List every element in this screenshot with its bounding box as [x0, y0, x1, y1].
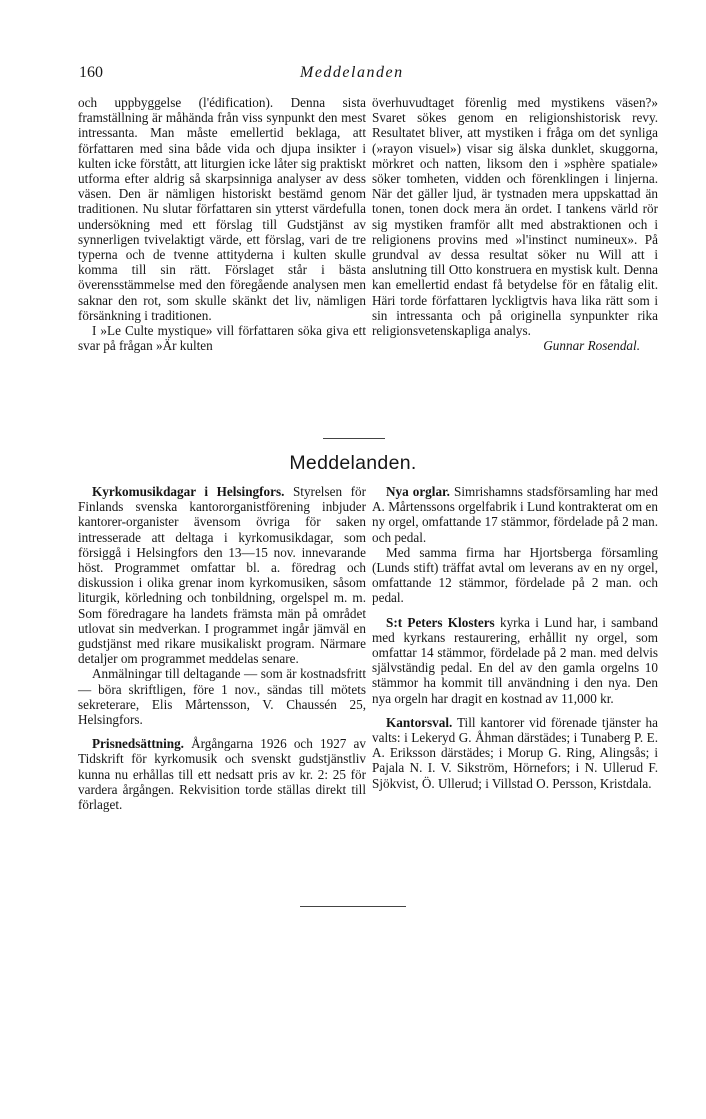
review-right-column: [372, 95, 658, 353]
notice-title: S:t Peters Klosters: [386, 614, 495, 630]
notice-paragraph: Anmälningar till deltagande — som är kostnadsfritt — böra skriftligen, före 1 nov., sändas till mötets sekreterare, Elis Mårtensson, V. Chaussén 25, Helsingfors.: [78, 666, 366, 728]
notice-paragraph: [78, 736, 366, 812]
notice-paragraph: [372, 715, 658, 791]
notice-title: Kantorsval.: [386, 714, 453, 730]
review-paragraph: och uppbyggelse (l'édification). Denna sista framställning är måhända från viss synpunkt den mest intressanta. Man måste emellertid beklaga, att författaren med sina både vida och djupa insikter i kulten icke förstått, att liturgien icke låter sig praktiskt utforma efter aldrig så skarpsinniga analyser av dess väsen. Den är nämligen historiskt bestämd genom traditionen. Nu slutar författaren sin ytterst värdefulla undersökning med ett förslag till Gudstjänst av synnerligen tvivelaktigt värde, ett förslag, vari de tre typerna och de tvenne attityderna i kulten skulle komma till sin rätt. Förslaget står i bästa överensstämmelse med den föregående analysen men saknar den rot, som skulle skänkt det liv, nämligen försänkning i traditionen.: [78, 95, 366, 323]
notice-body: Simrishamns stadsförsamling har med A. Mårtenssons orgelfabrik i Lund kontrakterat om en ny orgel, omfattande 17 stämmor, fördelade på 2 man. och pedal.: [372, 484, 659, 545]
page-number: 160: [79, 64, 103, 81]
notice-title: Prisnedsättning.: [92, 736, 184, 752]
end-divider: [300, 906, 406, 907]
notice-item: [372, 484, 658, 606]
notice-item: [372, 615, 658, 706]
notice-paragraph: [78, 484, 366, 666]
notices-left-column: [78, 484, 366, 821]
review-signature: Gunnar Rosendal.: [543, 338, 640, 354]
notices-right-column: [372, 484, 658, 800]
notice-body: Styrelsen för Finlands svenska kantororganistförening inbjuder kantorer-organister ävensom övriga för saken intresserade att deltaga i kyrkomusikdagar, som försiggå i Helsingfors den 13—15 nov. innevarande höst. Programmet omfattar bl. a. föredrag och diskussion i olika grenar inom kyrkomusiken, såsom liturgik, körledning och tonbildning, orgelspel m. m. Som föredragare ha landets främsta män på området utlovat sin medverkan. I programmet ingår jämväl en gudstjänst med rikare musikaliskt program. Närmare detaljer om programmet meddelas senare.: [78, 484, 366, 667]
review-left-column: [78, 95, 366, 353]
section-divider: [323, 438, 385, 439]
notice-body: kyrka i Lund har, i samband med kyrkans restaurering, erhållit ny orgel, som omfattar 14 stämmor, fördelade på 2 man. med delvis självständig pedal. En del av den gamla orgelns 10 stämmor ha kommit till användning i den nya. Den nya orgeln har dragit en kostnad av 11,000 kr.: [372, 614, 659, 706]
review-paragraph: I »Le Culte mystique» vill författaren söka giva ett svar på frågan »Är kulten: [78, 323, 366, 354]
section-heading: Meddelanden.: [289, 452, 417, 474]
notice-paragraph: [372, 615, 658, 706]
notice-title: Nya orglar.: [386, 484, 450, 499]
notice-title: Kyrkomusikdagar i Helsingfors.: [92, 484, 285, 499]
notice-item: [78, 736, 366, 812]
notice-paragraph: Med samma firma har Hjortsberga församling (Lunds stift) träffat avtal om leverans av en ny orgel, omfattande 12 stämmor, fördelade på 2 man. och pedal.: [372, 544, 658, 606]
notice-item: [372, 715, 658, 791]
notice-item: [78, 484, 366, 727]
notice-body: Till kantorer vid förenade tjänster ha valts: i Lekeryd G. Åhman därstädes; i Tunaberg P. E. A. Eriksson därstädes; i Morup G. Ring, Alingsås; i Pajala N. I. V. Sikström, Hörnefors; i N. Ullerud F. Sjökvist, Ö. Ullerud; i Villstad O. Persson, Kristdala.: [372, 714, 658, 791]
notice-paragraph: [372, 484, 658, 545]
notice-body: Årgångarna 1926 och 1927 av Tidskrift för kyrkomusik och svenskt gudstjänstliv kunna nu erhållas till ett nedsatt pris av kr. 2: 25 för vardera årgången. Rekvisition torde ställas direkt till förlaget.: [78, 736, 366, 813]
running-head: Meddelanden: [300, 64, 404, 81]
review-paragraph: överhuvudtaget förenlig med mystikens väsen?» Svaret sökes genom en religionshistorisk revy. Resultatet bliver, att mystiken i fråga om det synliga (»rayon visuel») visar sig älska dunklet, skuggorna, mörkret och natten, liksom den i »sphère spatiale» söker tomheten, vidden och förenklingen i linjerna. När det gäller ljud, är tystnaden mera uppskattad än tonen, tonen dock mera än ordet. I tankens värld rör sig mystiken framför allt med abstraktionen och i religionens provins med »l'instinct numineux». På grundval av dessa resultat söker nu Will att i anslutning till Otto konstruera en mystisk kult. Denna kan emellertid endast få betydelse för en fåtalig elit. Häri torde författaren lyckligtvis hava lika rätt som i sin intressanta och på originella synpunkter rika religionsvetenskapliga analys.: [372, 95, 658, 339]
